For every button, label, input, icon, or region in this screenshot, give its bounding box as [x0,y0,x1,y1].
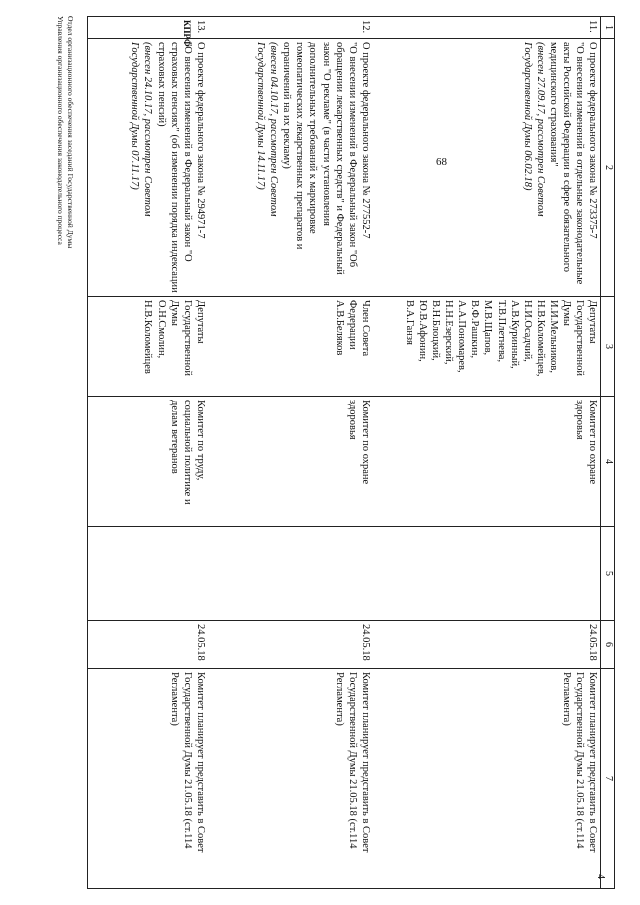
bill-description [88,39,208,297]
bill-title: О проекте федерального закона № 277552-7 [360,42,371,239]
bill-note: (внесен 27.09.17, рассмотрен Советом Государственной Думы 06.02.18) [521,42,546,217]
initiator: И.И.Мельников, [548,300,560,373]
plan-cell: Комитет планирует представить в Совет Государственной Думы 21.05.18 (ст.114 Регламента) [208,669,373,889]
initiator: Ю.В.Афонин, [416,300,428,362]
date-cell: 24.05.18 [208,621,373,669]
date-cell: 24.05.18 [88,621,208,669]
row-number: 11. [373,17,601,39]
table-row [373,17,601,889]
initiator: Т.В.Плетнева, [495,300,507,363]
initiator: Думы [561,300,573,326]
column-5-cell [88,527,208,621]
bill-body: "О внесении изменений в Федеральный закон "О страховых пенсиях" (об изменении порядка индексации страховых пенсий) [155,42,193,293]
plan-cell: Комитет планирует представить в Совет Государственной Думы 21.05.18 (ст.114 Регламента) [88,669,208,889]
party-badge: КПРФ [181,20,192,47]
initiator: Н.И.Осадчий, [521,300,533,362]
row-number: 12. [208,17,373,39]
committee-cell: Комитет по охране здоровья [208,397,373,527]
initiator: В.Ф.Рашкин, [469,300,481,359]
rotated-document-page [49,12,615,892]
initiator: Федерации [346,300,358,350]
column-5-cell [373,527,601,621]
column-header: 4 [601,397,615,527]
column-header: 7 [601,669,615,889]
initiator: Н.В.Коломейцев [142,300,154,374]
initiator: Государственной [574,300,586,376]
footer-line: Отдел организационного обеспечения заседаний Государственной Думы [66,16,75,249]
initiator: Думы [168,300,180,326]
footer-note [55,16,75,888]
bill-description [373,39,601,297]
table-header-row [601,17,615,889]
initiator: А.А.Пономарев, [456,300,468,373]
column-header: 1 [601,17,615,39]
initiator: Н.В.Коломейцев, [535,300,546,377]
initiator: Государственной [181,300,193,376]
initiator: О.Н.Смолин, [155,300,167,359]
initiator: В.Н.Блоцкий, [430,300,441,361]
initiators-cell [373,297,601,397]
bill-body: "О внесении изменений в Федеральный закон "Об обращении лекарственных средств" и Федеральный закон "О рекламе" (в части установления дополнительных требований к маркировке гомеопатических лекарственных препаратов и ограничений на их рекламу) [281,42,358,275]
initiator: Н.Н.Езерский, [443,300,455,365]
bill-body: "О внесении изменений в отдельные законодательные акты Российской Федерации в сфере обязательного медицинского страхования" [548,42,586,285]
column-header: 2 [601,39,615,297]
initiators-cell [208,297,373,397]
footer-line: Управления организационного обеспечения законодательного процесса [55,16,65,245]
committee-cell: Комитет по охране здоровья [373,397,601,527]
initiator: М.В.Щапов, [482,300,494,356]
initiator: В.А.Ганзя [403,300,415,345]
committee-cell: Комитет по труду, социальной политике и делам ветеранов [88,397,208,527]
bill-description [208,39,373,297]
initiator: А.В.Беляков [333,300,345,356]
initiators-cell [88,297,208,397]
bill-note: (внесен 24.10.17, рассмотрен Советом Государственной Думы 07.11.17) [129,42,154,217]
initiator: А.В.Куринный, [508,300,520,369]
bill-title: О проекте федерального закона № 273375-7 [587,42,599,239]
initiator: Член Совета [360,300,371,357]
column-header: 3 [601,297,615,397]
initiator: Депутаты [195,300,206,344]
column-5-cell [208,527,373,621]
table-row [208,17,373,889]
page-number: 68 [436,156,447,168]
date-cell: 24.05.18 [373,621,601,669]
bill-note: (внесен 04.10.17, рассмотрен Советом Государственной Думы 14.11.17) [255,42,280,217]
plan-cell: Комитет планирует представить в Совет Государственной Думы 21.05.18 (ст.114 Регламента) [373,669,601,889]
initiator: Депутаты [587,300,599,344]
row-number: 13. КПРФ [88,17,208,39]
bills-table [88,16,616,889]
column-header: 6 [601,621,615,669]
column-header: 5 [601,527,615,621]
table-row [88,17,208,889]
bill-title: О проекте федерального закона № 294971-7 [195,42,206,239]
corner-mark: 4 [595,874,606,879]
